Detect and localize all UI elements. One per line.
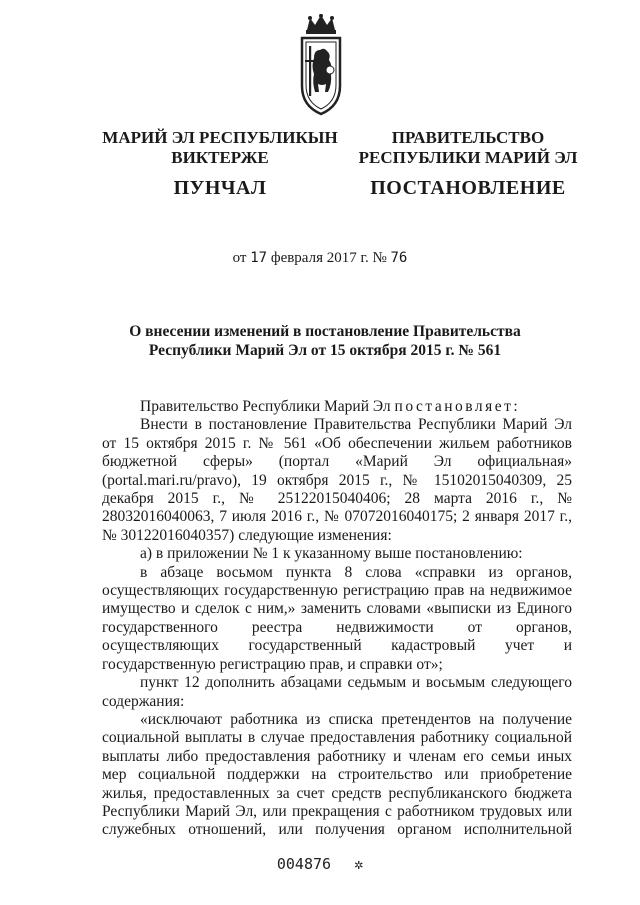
document-body: [102, 398, 572, 840]
header-left-line2: ВИКТЕРЖЕ: [171, 148, 269, 167]
header-left-block: [92, 128, 348, 198]
header-left-line1: МАРИЙ ЭЛ РЕСПУБЛИКЫН: [102, 128, 338, 147]
date-prefix: от: [232, 250, 247, 266]
document-date-line: [0, 250, 640, 267]
title-line2: Республики Марий Эл от 15 октября 2015 г. № 561: [148, 342, 502, 359]
date-day: 17: [250, 250, 268, 266]
paragraph-quote: «исключают работника из списка претендентов на получение социальной выплаты в случае предоставления работнику социальной выплаты либо предоставления работнику и членам его семьи иных мер социальной поддержки на строительство или приобретение жилья, предоставленных за счет средств республиканского бюджета Республики Марий Эл, или прекращения с работником трудовых или служебных отношений, или получения органом исполнительной: [102, 710, 572, 839]
header-right-line2: РЕСПУБЛИКИ МАРИЙ ЭЛ: [358, 148, 578, 167]
form-serial-number: 004876: [276, 855, 332, 873]
coat-of-arms-icon: [298, 14, 344, 116]
coat-of-arms-emblem: [298, 14, 344, 116]
paragraph-item-8: в абзаце восьмом пункта 8 слова «справки из органов, осуществляющих государственную регистрацию прав на недвижимое имущество и сделок с ним,» заменить словами «выписки из Единого государственного реестра недвижимости от органов, осуществляющих государственный кадастровый учет и государственную регистрацию прав, и справки от»;: [102, 563, 572, 673]
document-number: 76: [390, 250, 408, 266]
title-line1: О внесении изменений в постановление Правительства: [129, 323, 521, 340]
paragraph-amend-intro: Внести в постановление Правительства Республики Марий Эл от 15 октября 2015 г. № 561 «Об обеспечении жильем работников бюджетной сферы» (портал «Марий Эл официальная» (portal.mari.ru/pravo), 19 октября 2015 г., № 15102015040309, 25 декабря 2015 г., № 25122015040406; 28 марта 2016 г., № 28032016040063, 7 июля 2016 г., № 07072016040175; 2 января 2017 г., № 30122016040357) следующие изменения:: [102, 416, 572, 544]
document-title: [90, 322, 560, 360]
header-right-block: [352, 128, 584, 198]
paragraph-resolves: [102, 398, 572, 416]
paragraph-resolves-text: Правительство Республики Марий Эл: [140, 398, 391, 415]
asterisk-mark-icon: ✲: [354, 855, 364, 873]
page-footer: [0, 855, 640, 873]
header-left-doc-type: ПУНЧАЛ: [173, 177, 267, 199]
header-right-doc-type: ПОСТАНОВЛЕНИЕ: [370, 177, 566, 199]
paragraph-resolves-spaced: постановляет:: [394, 398, 521, 415]
date-month-year: февраля 2017 г. №: [270, 250, 387, 266]
paragraph-item-a: а) в приложении № 1 к указанному выше постановлению:: [140, 545, 523, 563]
paragraph-item-12: пункт 12 дополнить абзацами седьмым и восьмым следующего содержания:: [102, 674, 572, 710]
header-right-line1: ПРАВИТЕЛЬСТВО: [391, 128, 545, 147]
